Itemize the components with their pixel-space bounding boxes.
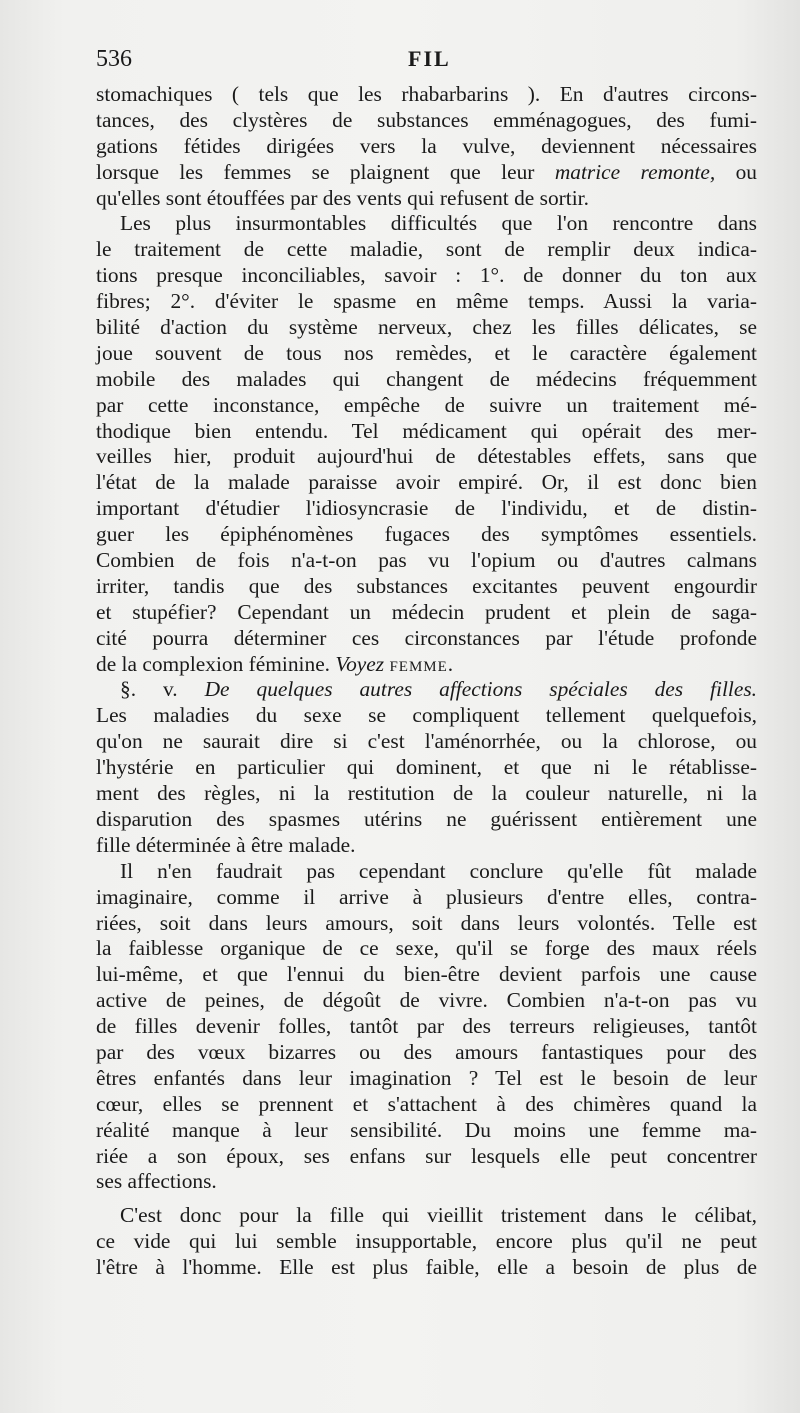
text-line: réalité manque à leur sensibilité. Du moins une femme ma-: [96, 1117, 757, 1142]
text-line: [96, 652, 757, 678]
text-line: le traitement de cette maladie, sont de remplir deux indica-: [96, 237, 757, 262]
text-line: active de peines, de dégoût de vivre. Combien n'a-t-on pas vu: [96, 988, 757, 1013]
section-heading: [96, 677, 757, 703]
text-line: tions presque inconciliables, savoir : 1°. de donner du ton aux: [96, 263, 757, 288]
text-line: riées, soit dans leurs amours, soit dans leurs volontés. Telle est: [96, 910, 757, 935]
text-line: qu'on ne saurait dire si c'est l'aménorrhée, ou la chlorose, ou: [96, 729, 757, 754]
text-line: Combien de fois n'a-t-on pas vu l'opium ou d'autres calmans: [96, 548, 757, 573]
text-line: qu'elles sont étouffées par des vents qui refusent de sortir.: [96, 185, 589, 210]
paragraph-gap: [96, 1195, 757, 1203]
page-number: 536: [96, 46, 132, 72]
text-line: mobile des malades qui changent de médecins fréquemment: [96, 366, 757, 391]
text-line: l'état de la malade paraisse avoir empiré. Or, il est donc bien: [96, 470, 757, 495]
text-line: joue souvent de tous nos remèdes, et le caractère également: [96, 340, 757, 365]
text-line: par des vœux bizarres ou des amours fantastiques pour des: [96, 1039, 757, 1064]
text-line: et stupéfier? Cependant un médecin prudent et plein de saga-: [96, 599, 757, 624]
text-line: Il n'en faudrait pas cependant conclure qu'elle fût malade: [120, 858, 757, 883]
text-line: cité pourra déterminer ces circonstances par l'étude profonde: [96, 625, 757, 650]
text-line: de filles devenir folles, tantôt par des terreurs religieuses, tantôt: [96, 1014, 757, 1039]
text-fragment: ou: [735, 159, 757, 184]
page-header: [96, 46, 756, 82]
text-line: l'hystérie en particulier qui dominent, et que ni le rétablisse-: [96, 755, 757, 780]
text-line: lui-même, et que l'ennui du bien-être devient parfois une cause: [96, 962, 757, 987]
emphasis: matrice remonte,: [554, 159, 716, 184]
text-line: irriter, tandis que des substances excitantes peuvent engourdir: [96, 573, 757, 598]
section-title: De quelques autres affections spéciales des filles.: [204, 677, 757, 702]
cross-reference-target: femme.: [389, 651, 455, 676]
text-line: la faiblesse organique de ce sexe, qu'il se forge des maux réels: [96, 936, 757, 961]
text-line: thodique bien entendu. Tel médicament qui opérait des mer-: [96, 418, 757, 443]
text-line: imaginaire, comme il arrive à plusieurs d'entre elles, contra-: [96, 884, 757, 909]
text-line: Les maladies du sexe se compliquent tellement quelquefois,: [96, 703, 757, 728]
text-line: disparution des spasmes utérins ne guérissent entièrement une: [96, 806, 757, 831]
text-line: êtres enfantés dans leur imagination ? Tel est le besoin de leur: [96, 1065, 757, 1090]
text-line: ses affections.: [96, 1169, 217, 1194]
text-line: C'est donc pour la fille qui vieillit tristement dans le célibat,: [120, 1203, 757, 1228]
text-line: fibres; 2°. d'éviter le spasme en même temps. Aussi la varia-: [96, 289, 757, 314]
text-line: par cette inconstance, empêche de suivre un traitement mé-: [96, 392, 757, 417]
text-line: cœur, elles se prennent et s'attachent à des chimères quand la: [96, 1091, 757, 1116]
text-line: important d'étudier l'idiosyncrasie de l'individu, et de distin-: [96, 496, 757, 521]
text-fragment: de la complexion féminine.: [96, 651, 331, 676]
body-text: [96, 82, 757, 1281]
text-line: riée a son époux, ses enfans sur lesquels elle peut concentrer: [96, 1143, 757, 1168]
text-line: gations fétides dirigées vers la vulve, deviennent nécessaires: [96, 133, 757, 158]
text-line: [96, 160, 757, 186]
text-line: fille déterminée à être malade.: [96, 832, 356, 857]
text-line: bilité d'action du système nerveux, chez les filles délicates, se: [96, 315, 757, 340]
text-line: tances, des clystères de substances emménagogues, des fumi-: [96, 107, 757, 132]
section-number: §. v.: [120, 677, 178, 702]
cross-reference: Voyez: [335, 651, 385, 676]
text-fragment: lorsque les femmes se plaignent que leur: [96, 159, 535, 184]
text-line: l'être à l'homme. Elle est plus faible, elle a besoin de plus de: [96, 1255, 757, 1280]
running-head: FIL: [408, 46, 451, 71]
text-line: guer les épiphénomènes fugaces des symptômes essentiels.: [96, 522, 757, 547]
text-line: Les plus insurmontables difficultés que l'on rencontre dans: [120, 211, 757, 236]
text-line: stomachiques ( tels que les rhabarbarins ). En d'autres circons-: [96, 82, 757, 106]
text-line: veilles hier, produit aujourd'hui de détestables effets, sans que: [96, 444, 757, 469]
text-line: ce vide qui lui semble insupportable, encore plus qu'il ne peut: [96, 1229, 757, 1254]
text-line: ment des règles, ni la restitution de la couleur naturelle, ni la: [96, 781, 757, 806]
